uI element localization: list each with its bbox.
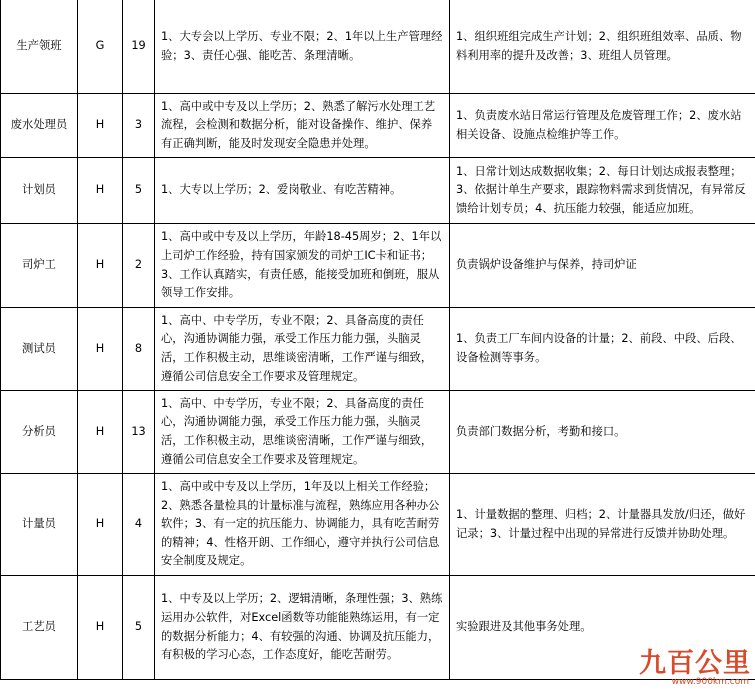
duties-cell: 1、负责废水站日常运行管理及危废管理工作；2、废水站相关设备、设施点检维护等工作。 — [450, 94, 755, 158]
table-row — [1, 0, 755, 94]
count-cell: 13 — [123, 391, 155, 474]
grade-cell: H — [78, 224, 123, 308]
grade-cell: H — [78, 308, 123, 391]
grade-cell: H — [78, 391, 123, 474]
watermark-logo — [623, 641, 751, 687]
duties-cell: 负责部门数据分析，考勤和接口。 — [450, 391, 755, 474]
table-row — [1, 224, 755, 308]
requirements-cell: 1、高中、中专学历，专业不限；2、具备高度的责任心，沟通协调能力强，承受工作压力能力强，头脑灵活，工作积极主动，思维谈密清晰，工作严谨与细致，遵循公司信息安全工作要求及管理规定。 — [155, 391, 450, 474]
requirements-cell: 1、高中或中专及以上学历；2、熟悉了解污水处理工艺流程，会检测和数据分析，能对设备操作、维护、保养有正确判断，能及时发现安全隐患并处理。 — [155, 94, 450, 158]
requirements-cell: 1、高中或中专及以上学历，年龄18-45周岁；2、1年以上司炉工作经验，持有国家颁发的司炉工IC卡和证书；3、工作认真踏实，有责任感，能接受加班和倒班，服从领导工作安排。 — [155, 224, 450, 308]
count-cell: 2 — [123, 224, 155, 308]
table-row — [1, 158, 755, 224]
grade-cell: H — [78, 94, 123, 158]
position-cell: 测试员 — [1, 308, 78, 391]
count-cell: 19 — [123, 0, 155, 94]
duties-cell: 1、组织班组完成生产计划；2、组织班组效率、品质、物料利用率的提升及改善；3、班组人员管理。 — [450, 0, 755, 94]
count-cell: 5 — [123, 576, 155, 680]
count-cell: 5 — [123, 158, 155, 224]
count-cell: 4 — [123, 474, 155, 576]
requirements-cell: 1、大专会以上学历、专业不限；2、1年以上生产管理经验；3、责任心强、能吃苦、条理清晰。 — [155, 0, 450, 94]
duties-cell: 实验跟进及其他事务处理。 — [450, 576, 755, 680]
watermark-brand: 九百公里 — [639, 648, 751, 679]
position-cell: 司炉工 — [1, 224, 78, 308]
grade-cell: H — [78, 474, 123, 576]
duties-cell: 负责锅炉设备维护与保养，持司炉证 — [450, 224, 755, 308]
position-cell: 计量员 — [1, 474, 78, 576]
watermark-url: www.900km.com — [671, 677, 749, 687]
table-row — [1, 474, 755, 576]
grade-cell: H — [78, 576, 123, 680]
requirements-cell: 1、高中或中专及以上学历，1年及以上相关工作经验；2、熟悉各量检具的计量标准与流程，熟练应用各种办公软件；3、有一定的抗压能力、协调能力，具有吃苦耐劳的精神；4、性格开朗、工作细心，遵守并执行公司信息安全制度及规定。 — [155, 474, 450, 576]
table-row — [1, 308, 755, 391]
position-cell: 计划员 — [1, 158, 78, 224]
count-cell: 8 — [123, 308, 155, 391]
position-cell: 生产领班 — [1, 0, 78, 94]
position-cell: 废水处理员 — [1, 94, 78, 158]
requirements-cell: 1、中专及以上学历；2、逻辑清晰，条理性强；3、熟练运用办公软件，对Excel函数等功能能熟练运用，有一定的数据分析能力；4、有较强的沟通、协调及抗压能力，有积极的学习心态，工作态度好，能吃苦耐劳。 — [155, 576, 450, 680]
requirements-cell: 1、高中、中专学历，专业不限；2、具备高度的责任心，沟通协调能力强，承受工作压力能力强，头脑灵活，工作积极主动，思维谈密清晰，工作严谨与细致，遵循公司信息安全工作要求及管理规定。 — [155, 308, 450, 391]
duties-cell: 1、负责工厂车间内设备的计量；2、前段、中段、后段、设备检测等事务。 — [450, 308, 755, 391]
grade-cell: H — [78, 158, 123, 224]
table-row — [1, 391, 755, 474]
position-cell: 分析员 — [1, 391, 78, 474]
count-cell: 3 — [123, 94, 155, 158]
table-row — [1, 94, 755, 158]
position-cell: 工艺员 — [1, 576, 78, 680]
grade-cell: G — [78, 0, 123, 94]
duties-cell: 1、计量数据的整理、归档；2、计量器具发放/归还，做好记录；3、计量过程中出现的异常进行反馈并协助处理。 — [450, 474, 755, 576]
requirements-cell: 1、大专以上学历；2、爱岗敬业、有吃苦精神。 — [155, 158, 450, 224]
duties-cell: 1、日常计划达成数据收集；2、每日计划达成报表整理；3、依据计单生产要求，跟踪物料需求到货情况，有异常反馈给计划专员；4、抗压能力较强，能适应加班。 — [450, 158, 755, 224]
